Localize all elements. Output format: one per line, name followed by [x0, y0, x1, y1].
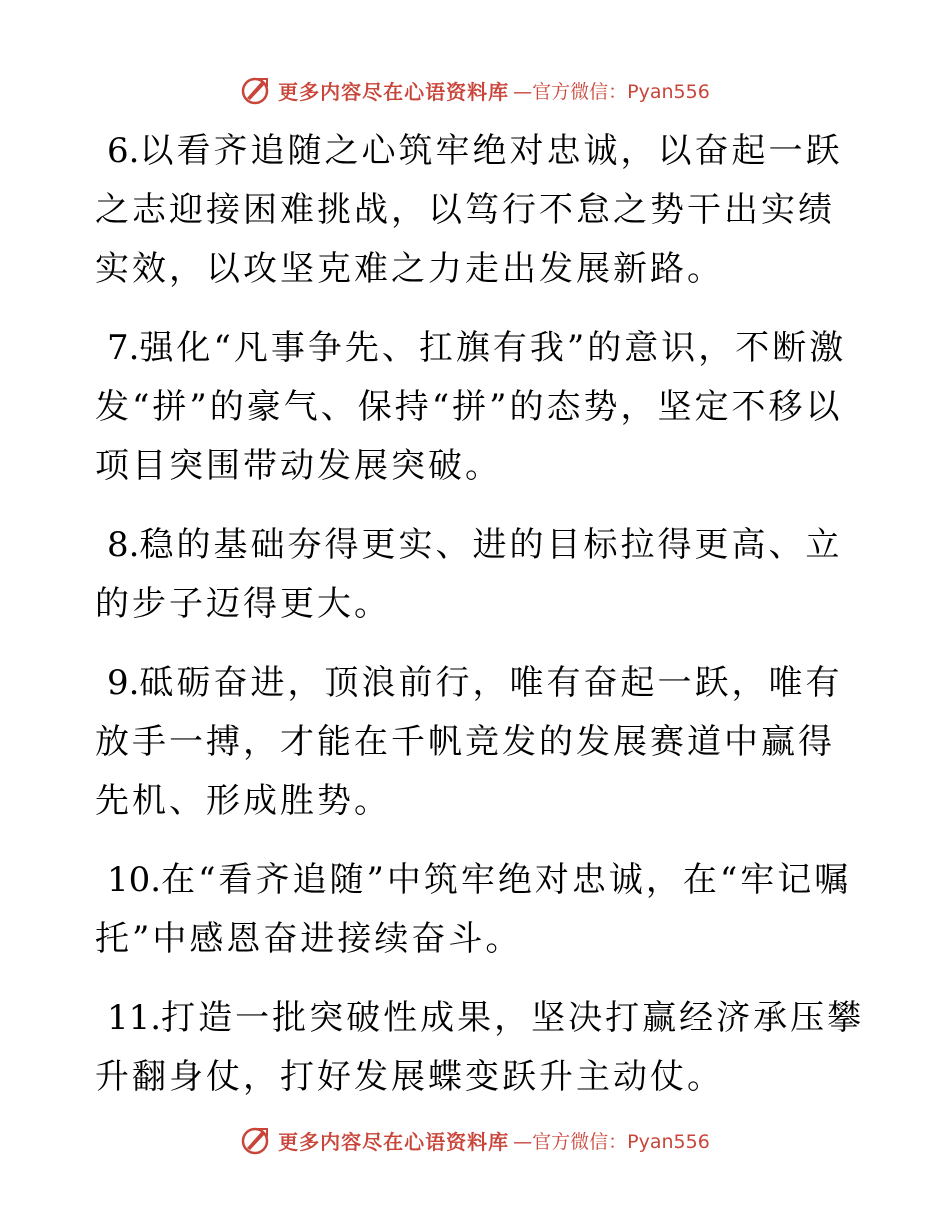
document-body — [95, 122, 865, 1127]
item-text: 强化“凡事争先、扛旗有我”的意识，不断激发“拼”的豪气、保持“拼”的态势，坚定不移以项目突围带动发展突破。 — [95, 328, 847, 486]
quill-logo-icon — [240, 1125, 270, 1155]
banner-main-text: 更多内容尽在心语资料库 — [278, 1129, 510, 1154]
banner-main-text: 更多内容尽在心语资料库 — [278, 79, 510, 104]
item-text: 砥砺奋进，顶浪前行，唯有奋起一跃，唯有放手一搏，才能在千帆竞发的发展赛道中赢得先机、形成胜势。 — [95, 663, 843, 821]
footer-banner — [0, 1120, 950, 1160]
list-item — [95, 122, 865, 299]
item-number: 7. — [107, 328, 140, 368]
list-item — [95, 319, 865, 496]
list-item — [95, 516, 865, 634]
item-number: 8. — [107, 525, 140, 565]
item-text: 稳的基础夯得更实、进的目标拉得更高、立的步子迈得更大。 — [95, 525, 843, 624]
item-text: 打造一批突破性成果，坚决打赢经济承压攀升翻身仗，打好发展蝶变跃升主动仗。 — [95, 998, 865, 1097]
item-text: 以看齐追随之心筑牢绝对忠诚，以奋起一跃之志迎接困难挑战，以笃行不怠之势干出实绩实效，以攻坚克难之力走出发展新路。 — [95, 131, 843, 289]
item-number: 6. — [107, 131, 140, 171]
item-number: 9. — [107, 663, 140, 703]
banner-sub-text: —官方微信：Pyan556 — [513, 80, 710, 103]
banner-sub-text: —官方微信：Pyan556 — [513, 1130, 710, 1153]
list-item — [95, 989, 865, 1107]
list-item — [95, 654, 865, 831]
list-item — [95, 851, 865, 969]
item-number: 11. — [107, 998, 162, 1038]
header-banner — [0, 70, 950, 110]
quill-logo-icon — [240, 75, 270, 105]
item-text: 在“看齐追随”中筑牢绝对忠诚，在“牢记嘱托”中感恩奋进接续奋斗。 — [95, 860, 852, 959]
item-number: 10. — [107, 860, 162, 900]
